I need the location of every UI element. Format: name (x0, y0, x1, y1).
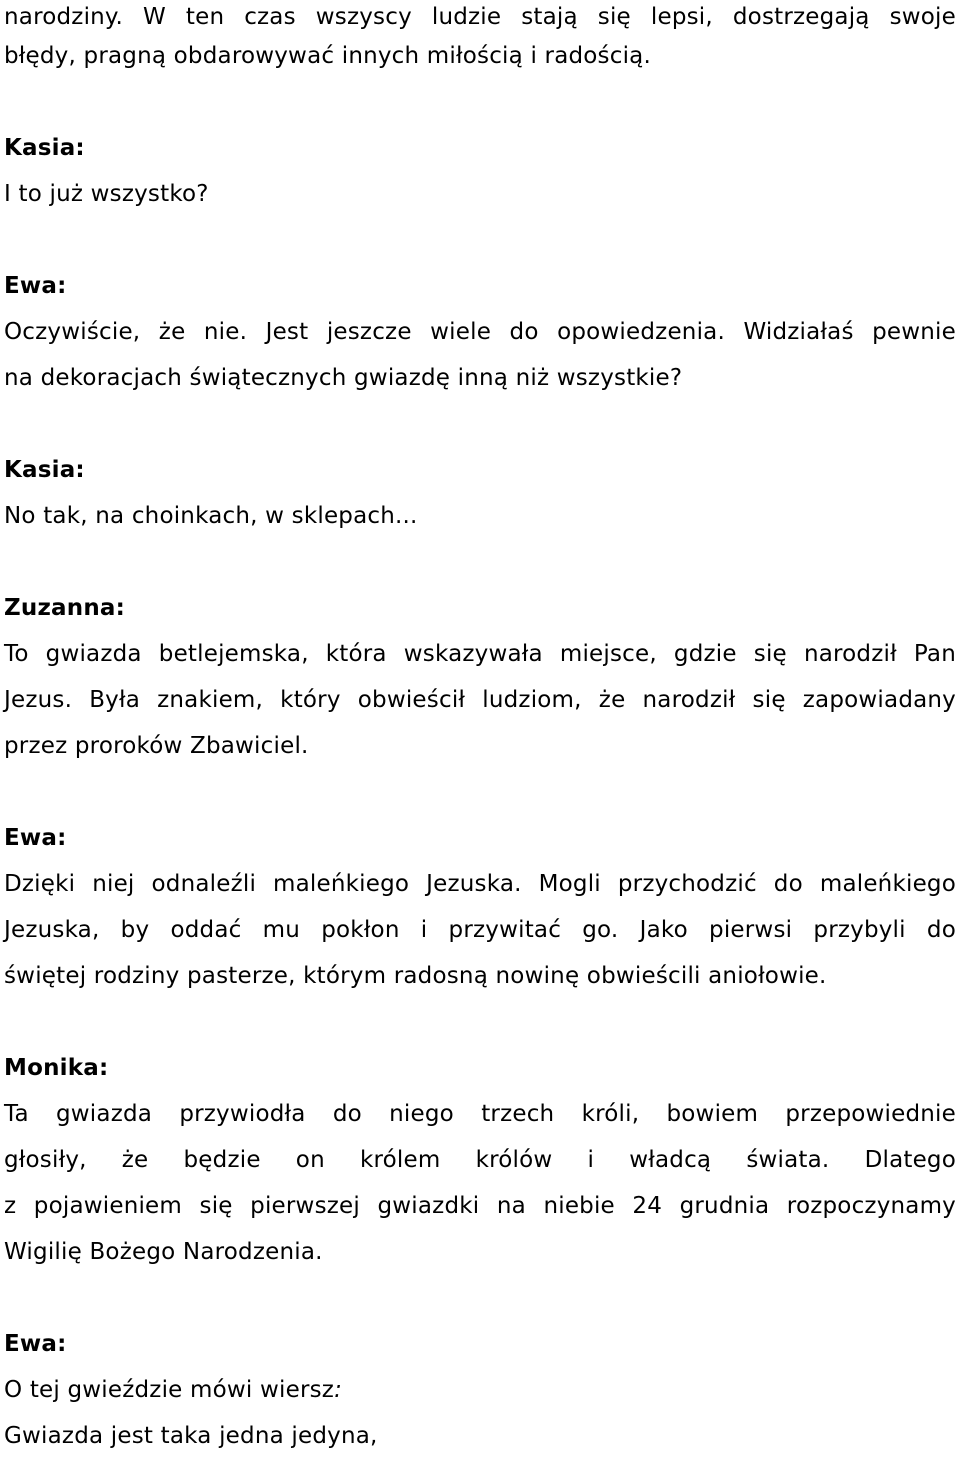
paragraph-line (4, 1367, 956, 1413)
paragraph-line: świętej rodziny pasterze, którym radosną nowinę obwieścili aniołowie. (4, 963, 827, 989)
poem-line: Gwiazda jest taka jedna jedyna, (4, 1423, 378, 1449)
paragraph-line: narodziny. W ten czas wszyscy ludzie stają się lepsi, dostrzegają swoje (4, 4, 956, 30)
paragraph-line: błędy, pragną obdarowywać innych miłością i radością. (4, 43, 651, 69)
paragraph-line: No tak, na choinkach, w sklepach... (4, 503, 418, 529)
poem-intro-text: O tej gwieździe mówi wiersz (4, 1377, 335, 1403)
paragraph-line: Ta gwiazda przywiodła do niego trzech króli, bowiem przepowiednie (4, 1101, 956, 1127)
paragraph-line: I to już wszystko? (4, 181, 209, 207)
paragraph-line: Jezus. Była znakiem, który obwieścił ludziom, że narodził się zapowiadany (4, 687, 956, 713)
paragraph-line: przez proroków Zbawiciel. (4, 733, 309, 759)
speaker-label: Ewa: (4, 273, 67, 299)
paragraph-line: To gwiazda betlejemska, która wskazywała miejsce, gdzie się narodził Pan (4, 641, 956, 667)
paragraph-line: na dekoracjach świątecznych gwiazdę inną niż wszystkie? (4, 365, 683, 391)
speaker-label: Kasia: (4, 135, 85, 161)
paragraph-line: głosiły, że będzie on królem królów i władcą świata. Dlatego (4, 1147, 956, 1173)
speaker-label: Ewa: (4, 1331, 67, 1357)
paragraph-line: Dzięki niej odnaleźli maleńkiego Jezuska. Mogli przychodzić do maleńkiego (4, 871, 956, 897)
speaker-label: Ewa: (4, 825, 67, 851)
speaker-label: Kasia: (4, 457, 85, 483)
paragraph-line: Jezuska, by oddać mu pokłon i przywitać go. Jako pierwsi przybyli do (4, 917, 956, 943)
paragraph-line: z pojawieniem się pierwszej gwiazdki na niebie 24 grudnia rozpoczynamy (4, 1193, 956, 1219)
speaker-label: Zuzanna: (4, 595, 126, 621)
paragraph-line: Oczywiście, że nie. Jest jeszcze wiele do opowiedzenia. Widziałaś pewnie (4, 319, 956, 345)
speaker-label: Monika: (4, 1055, 109, 1081)
paragraph-line: Wigilię Bożego Narodzenia. (4, 1239, 323, 1265)
poem-intro-colon: : (334, 1377, 343, 1403)
